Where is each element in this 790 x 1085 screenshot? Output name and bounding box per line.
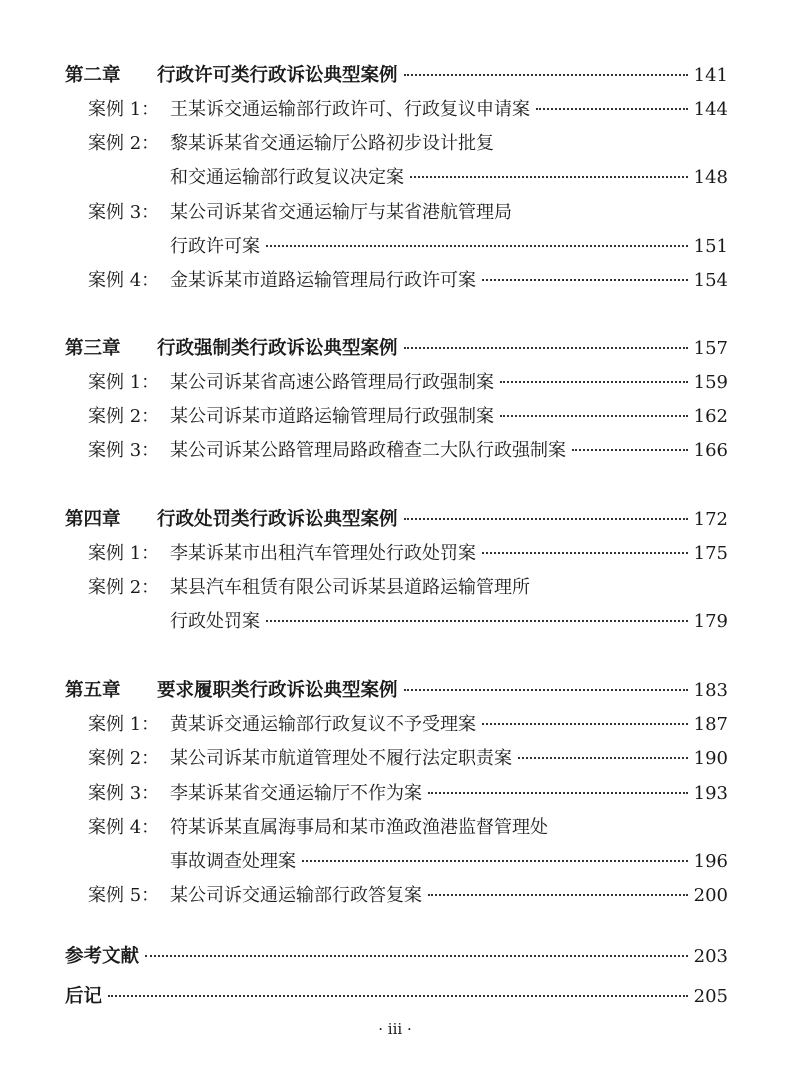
chapter-label: 第三章 [65,338,121,359]
case-title: 某县汽车租赁有限公司诉某县道路运输管理所 [170,577,530,598]
dot-leader [428,894,688,896]
toc-case-3-1[interactable] [88,371,728,395]
dot-leader [404,518,688,520]
page-number: 175 [693,543,728,564]
toc-case-3-2[interactable] [88,405,728,429]
page-number: 183 [693,680,728,701]
page-number: 151 [693,236,728,257]
page-number: 200 [693,885,728,906]
case-title: 李某诉某省交通运输厅不作为案 [170,783,422,804]
toc-references[interactable] [65,945,728,969]
chapter-title: 行政强制类行政诉讼典型案例 [157,338,398,359]
toc-case-2-3[interactable] [88,201,728,225]
chapter-label: 第五章 [65,680,121,701]
page-number: 193 [693,783,728,804]
toc-case-2-3-cont[interactable] [170,235,728,259]
toc-afterword[interactable] [65,985,728,1009]
dot-leader [404,689,688,691]
toc-case-5-4[interactable] [88,816,728,840]
chapter-title: 行政许可类行政诉讼典型案例 [157,65,398,86]
dot-leader [404,74,688,76]
case-title: 王某诉交通运输部行政许可、行政复议申请案 [170,99,530,120]
toc-case-4-1[interactable] [88,542,728,566]
afterword-title: 后记 [65,986,103,1007]
page-folio: · iii · [378,1020,412,1038]
case-title: 符某诉某直属海事局和某市渔政渔港监督管理处 [170,817,548,838]
toc-case-5-3[interactable] [88,782,728,806]
chapter-title: 要求履职类行政诉讼典型案例 [157,680,398,701]
toc-chapter-2[interactable] [65,64,728,88]
chapter-title: 行政处罚类行政诉讼典型案例 [157,509,398,530]
page-number: 190 [693,748,728,769]
case-label: 案例 3： [88,440,160,461]
references-title: 参考文献 [65,946,140,967]
page-number: 144 [693,99,728,120]
dot-leader [500,381,688,383]
case-label: 案例 2： [88,748,160,769]
case-title-continued: 行政处罚案 [170,611,260,632]
toc-case-5-5[interactable] [88,884,728,908]
case-title: 李某诉某市出租汽车管理处行政处罚案 [170,543,476,564]
dot-leader [536,108,688,110]
case-title: 某公司诉某市航道管理处不履行法定职责案 [170,748,512,769]
toc-case-2-2[interactable] [88,132,728,156]
dot-leader [410,176,688,178]
toc-case-3-3[interactable] [88,439,728,463]
case-title: 金某诉某市道路运输管理局行政许可案 [170,270,476,291]
case-label: 案例 5： [88,885,160,906]
page-number: 196 [693,851,728,872]
case-label: 案例 2： [88,406,160,427]
toc-case-4-2-cont[interactable] [170,610,728,634]
page-number: 179 [693,611,728,632]
dot-leader [572,449,688,451]
case-title-continued: 行政许可案 [170,236,260,257]
page-number: 141 [693,65,728,86]
dot-leader [404,347,688,349]
case-title-continued: 事故调查处理案 [170,851,296,872]
case-label: 案例 2： [88,133,160,154]
dot-leader [428,792,688,794]
case-label: 案例 1： [88,543,160,564]
page-number: 172 [693,509,728,530]
page-number: 148 [693,167,728,188]
case-title: 黄某诉交通运输部行政复议不予受理案 [170,714,476,735]
dot-leader [518,757,688,759]
case-title: 某公司诉某省交通运输厅与某省港航管理局 [170,202,512,223]
toc-case-4-2[interactable] [88,576,728,600]
case-label: 案例 1： [88,372,160,393]
toc-case-5-4-cont[interactable] [170,850,728,874]
toc-case-5-2[interactable] [88,747,728,771]
case-title: 某公司诉某公路管理局路政稽查二大队行政强制案 [170,440,566,461]
page-number: 205 [693,986,728,1007]
dot-leader [482,279,688,281]
dot-leader [266,620,688,622]
toc-case-2-2-cont[interactable] [170,166,728,190]
page-number: 187 [693,714,728,735]
case-label: 案例 2： [88,577,160,598]
page-number: 159 [693,372,728,393]
case-title: 某公司诉某市道路运输管理局行政强制案 [170,406,494,427]
chapter-label: 第四章 [65,509,121,530]
toc-case-2-4[interactable] [88,269,728,293]
toc-chapter-5[interactable] [65,679,728,703]
page-number: 162 [693,406,728,427]
case-label: 案例 1： [88,99,160,120]
case-label: 案例 3： [88,783,160,804]
dot-leader [266,245,688,247]
dot-leader [482,552,688,554]
dot-leader [482,723,688,725]
toc-chapter-3[interactable] [65,337,728,361]
page-number: 203 [693,946,728,967]
case-title-continued: 和交通运输部行政复议决定案 [170,167,404,188]
page-number: 154 [693,270,728,291]
chapter-label: 第二章 [65,65,121,86]
page-number: 166 [693,440,728,461]
case-label: 案例 3： [88,202,160,223]
dot-leader [145,955,688,957]
case-title: 黎某诉某省交通运输厅公路初步设计批复 [170,133,494,154]
dot-leader [500,415,688,417]
toc-case-5-1[interactable] [88,713,728,737]
toc-case-2-1[interactable] [88,98,728,122]
toc-chapter-4[interactable] [65,508,728,532]
dot-leader [108,995,688,997]
dot-leader [302,860,688,862]
case-label: 案例 4： [88,270,160,291]
case-label: 案例 4： [88,817,160,838]
page-number: 157 [693,338,728,359]
case-label: 案例 1： [88,714,160,735]
case-title: 某公司诉交通运输部行政答复案 [170,885,422,906]
case-title: 某公司诉某省高速公路管理局行政强制案 [170,372,494,393]
